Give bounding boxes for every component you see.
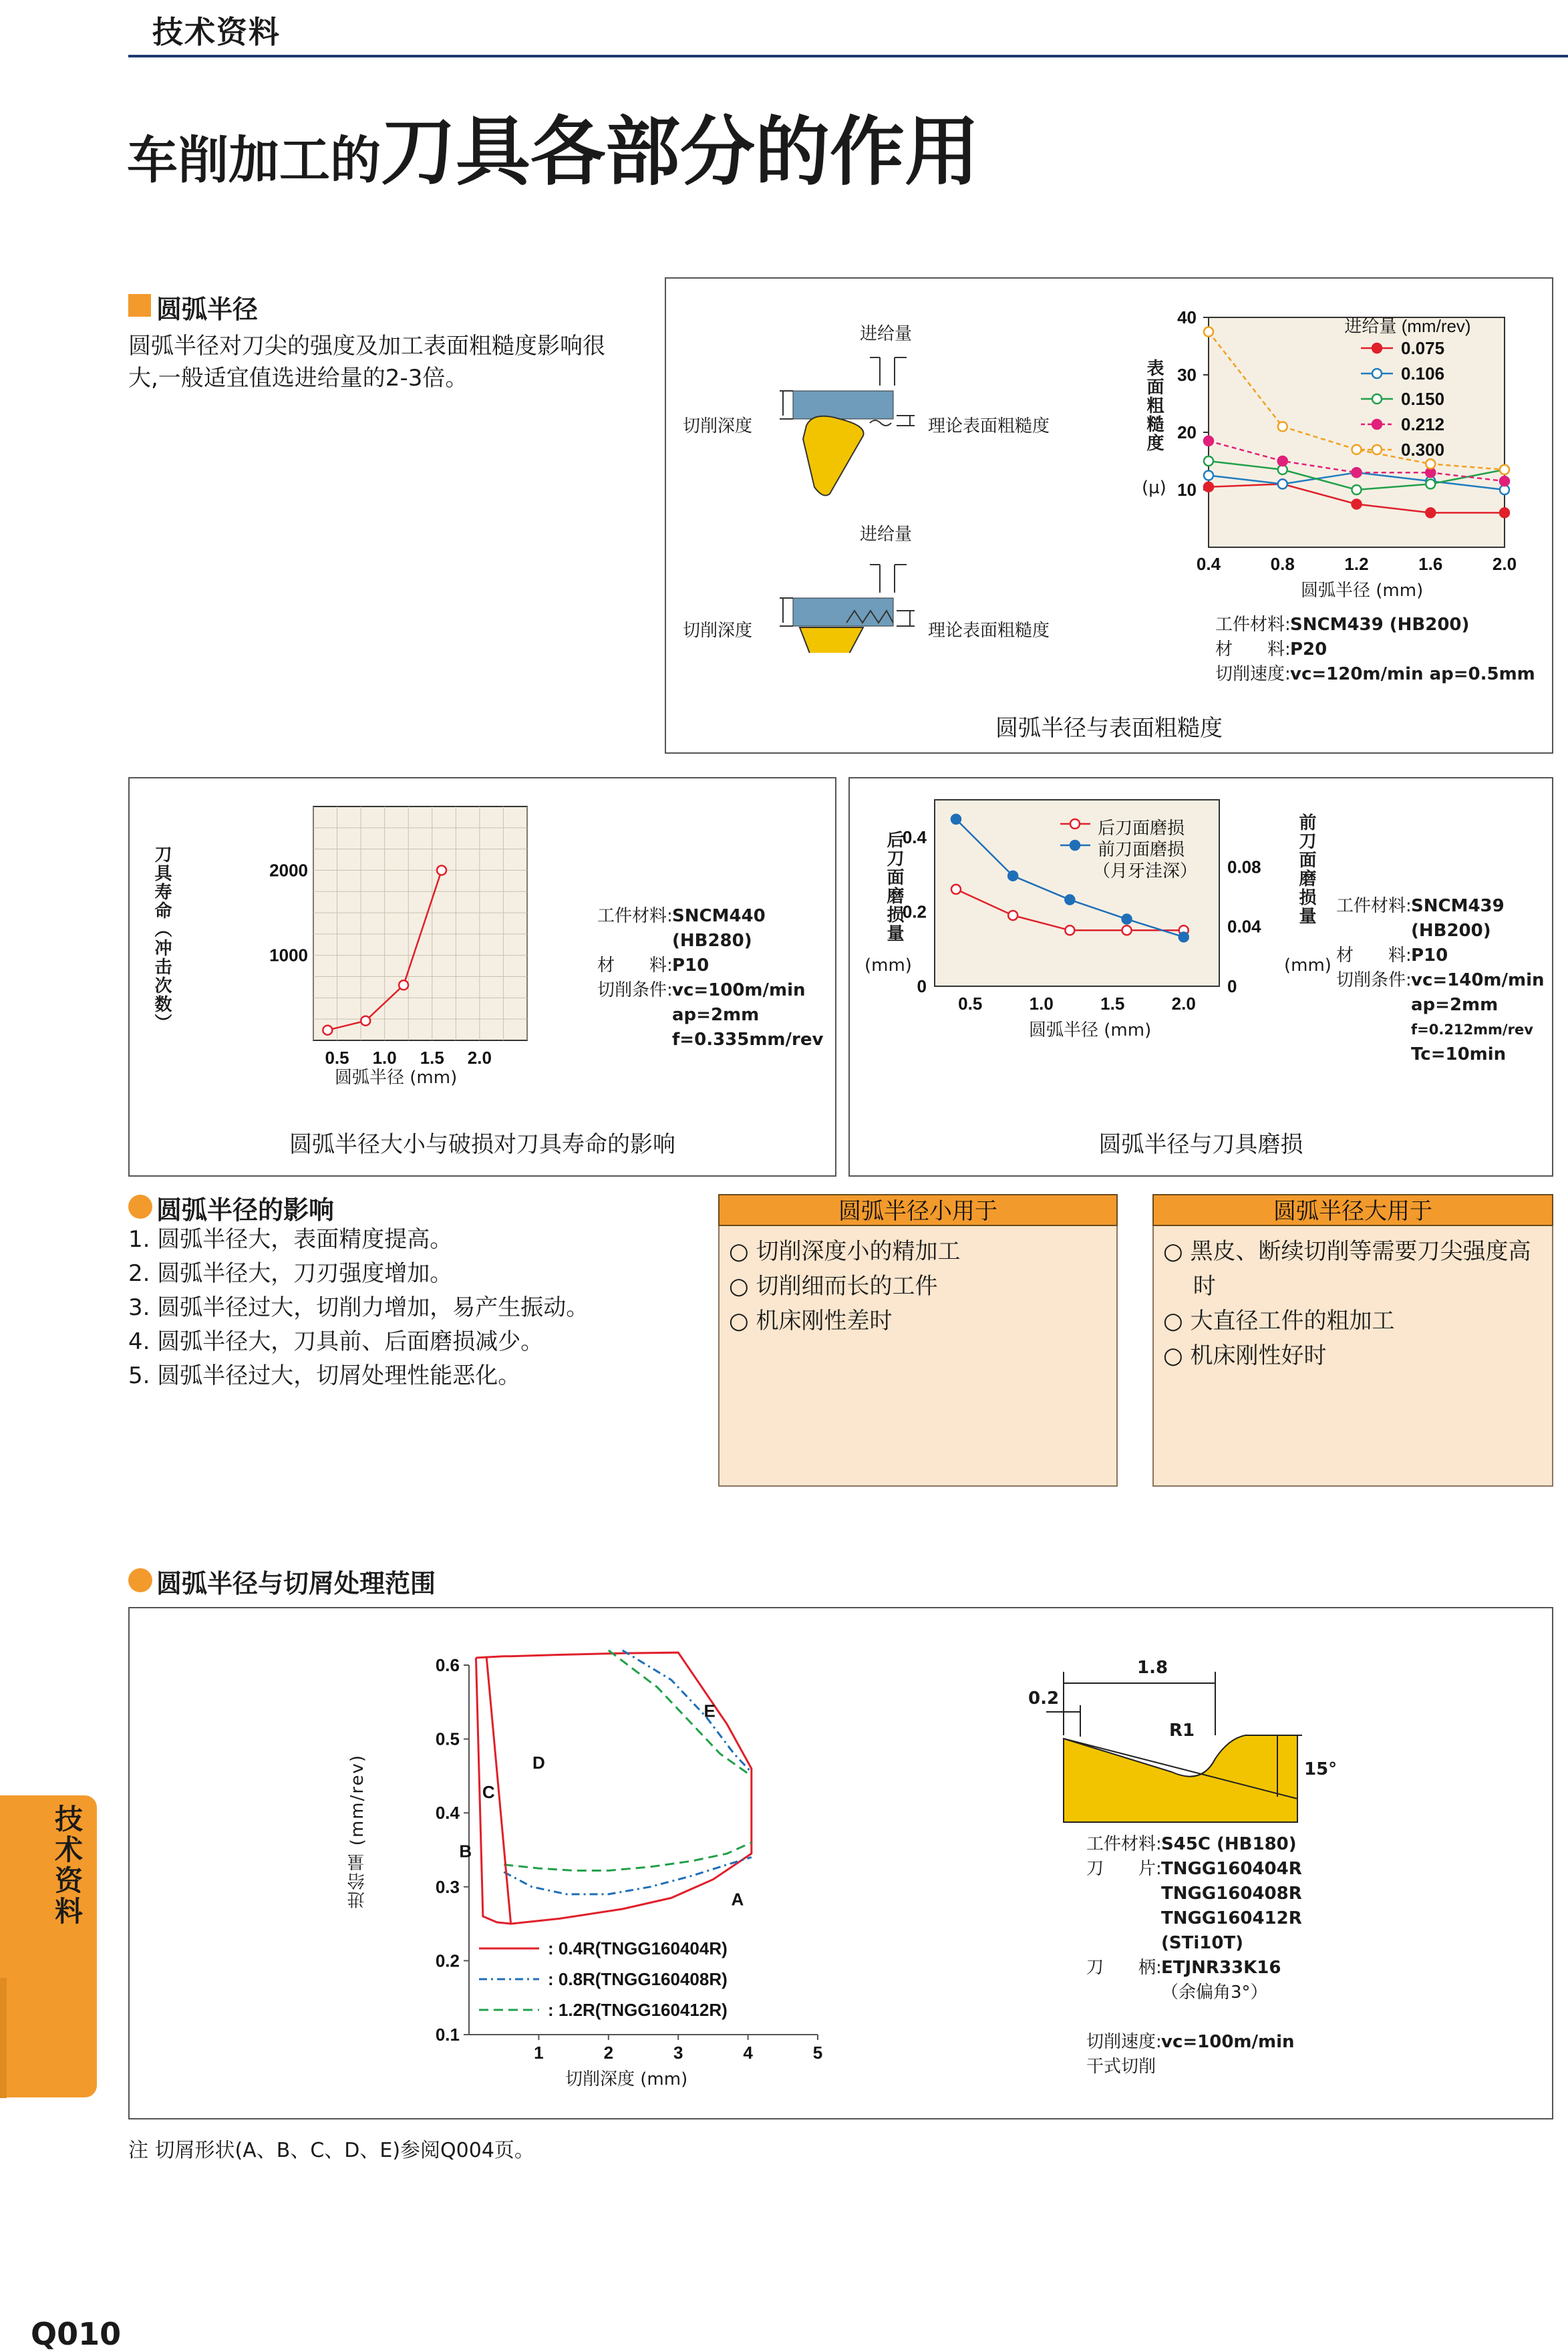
page-title-big: 刀具各部分的作用 [381, 109, 979, 196]
left-tick-label: 0.4 [902, 827, 927, 847]
data-point [399, 980, 408, 990]
wear-cond-0-value: SNCM439 [1411, 896, 1505, 916]
x-tick-label: 1.5 [1100, 994, 1125, 1014]
wear-cond-0-key: 工件材料: [1336, 896, 1412, 916]
x-tick-label: 2 [603, 2043, 614, 2063]
life-cond-3-key: 切削条件: [597, 980, 673, 1000]
legend-label: （月牙洼深） [1093, 861, 1198, 881]
legend-marker [1070, 841, 1080, 850]
rough-cond-1-key: 材 料: [1215, 639, 1291, 659]
legend-label: : 0.8R(TNGG160408R) [548, 1969, 728, 1989]
large-radius-body [1152, 1226, 1553, 1487]
region-label-A: A [731, 1889, 744, 1910]
y-tick-label: 10 [1177, 480, 1197, 500]
life-cond-5-value: f=0.335mm/rev [672, 1030, 824, 1050]
data-point [1278, 422, 1287, 431]
y-tick-label: 20 [1177, 422, 1197, 442]
legend-marker [1372, 394, 1382, 404]
dim-1-8: 1.8 [1137, 1658, 1168, 1678]
data-point [1204, 456, 1213, 466]
wear-cond-3-value: vc=140m/min [1411, 970, 1545, 990]
large-radius-item: 时 [1163, 1273, 1216, 1300]
data-point [1008, 871, 1017, 881]
data-point [1426, 479, 1435, 488]
page-title [127, 92, 979, 200]
arc-heading: 圆弧半径 [156, 295, 259, 324]
angle-15: 15° [1304, 1759, 1338, 1779]
x-tick-label: 2.0 [467, 1048, 492, 1068]
wear-panel [848, 777, 1553, 1177]
series-curve [609, 1650, 752, 1776]
life-panel [128, 777, 836, 1177]
series-curve [504, 1842, 752, 1870]
small-radius-item: ○ 机床刚性差时 [729, 1308, 893, 1334]
x-tick-label: 1.6 [1418, 554, 1443, 573]
small-radius-body [718, 1226, 1118, 1487]
footnote: 注 切屑形状(A、B、C、D、E)参阅Q004页。 [128, 2139, 534, 2162]
orange-dot-icon [128, 1568, 152, 1592]
data-point [323, 1026, 332, 1035]
x-tick-label: 3 [673, 2043, 683, 2063]
influence-item: 4. 圆弧半径大，刀具前、后面磨损减少。 [128, 1328, 544, 1355]
legend-label: : 0.4R(TNGG160404R) [548, 1938, 728, 1958]
y-tick-label: 1000 [269, 945, 308, 966]
rough-cond-0-value: SNCM439 (HB200) [1290, 615, 1470, 635]
side-tab-label: 技术资料 [51, 1804, 84, 1927]
wear-chart [890, 778, 1304, 1046]
data-point [1500, 476, 1509, 486]
legend-label: 0.075 [1401, 338, 1445, 358]
life-chart [170, 778, 571, 1072]
wear-ylabel-right: 前刀面磨损量 [1296, 813, 1316, 925]
data-point [951, 885, 961, 894]
chip-heading: 圆弧半径与切屑处理范围 [156, 1569, 436, 1598]
depth-label-1: 切削深度 [683, 416, 753, 436]
data-point [437, 865, 446, 875]
y-tick-label: 0.4 [435, 1803, 460, 1823]
radius-r1: R1 [1169, 1721, 1195, 1741]
legend-title: 进给量 (mm/rev) [1344, 316, 1471, 336]
small-radius-head: 圆弧半径小用于 [718, 1194, 1118, 1226]
wear-cond-4-value: ap=2mm [1411, 995, 1499, 1015]
influence-item: 3. 圆弧半径过大，切削力增加，易产生振动。 [128, 1294, 589, 1321]
life-ylabel: 刀具寿命（冲击次数） [152, 845, 172, 1032]
series-curve [504, 1858, 752, 1894]
roughness-chart [1147, 279, 1521, 573]
small-radius-item: ○ 切削细而长的工件 [729, 1273, 938, 1300]
legend-label: 后刀面磨损 [1098, 818, 1185, 838]
life-xlabel: 圆弧半径 (mm) [335, 1068, 458, 1088]
wear-cond-5-value: f=0.212mm/rev [1411, 1022, 1533, 1038]
chip-cond-4-value: (STi10T) [1161, 1933, 1244, 1953]
feed-label-1: 进给量 [860, 324, 913, 344]
data-point [951, 815, 961, 824]
chip-speed-value: vc=100m/min [1161, 2032, 1295, 2052]
region-label-E: E [703, 1701, 716, 1721]
wear-caption: 圆弧半径与刀具磨损 [1098, 1131, 1303, 1158]
life-cond-0-key: 工件材料: [597, 906, 673, 926]
influence-item: 1. 圆弧半径大，表面精度提高。 [128, 1226, 453, 1253]
x-tick-label: 0.5 [958, 994, 983, 1014]
large-radius-item: ○ 黑皮、断续切削等需要刀尖强度高 [1163, 1238, 1531, 1265]
x-tick-label: 1 [534, 2043, 544, 2063]
x-tick-label: 1.2 [1344, 554, 1369, 573]
x-tick-label: 0.8 [1270, 554, 1295, 573]
wear-unit-right: (mm) [1284, 956, 1331, 976]
sharp-insert-2 [800, 627, 863, 653]
small-radius-item: ○ 切削深度小的精加工 [729, 1238, 961, 1265]
y-tick-label: 0.6 [435, 1655, 460, 1675]
region-label-D: D [532, 1752, 545, 1773]
roughness-panel [665, 277, 1553, 754]
region-label-B: B [459, 1841, 472, 1862]
data-point [361, 1016, 370, 1026]
legend-marker [1372, 343, 1382, 353]
influence-item: 5. 圆弧半径过大，切屑处理性能恶化。 [128, 1362, 521, 1389]
data-point [1204, 482, 1213, 492]
roughness-caption: 圆弧半径与表面粗糙度 [995, 715, 1223, 742]
wear-xlabel: 圆弧半径 (mm) [1029, 1020, 1152, 1040]
influence-list [128, 1223, 589, 1393]
chip-cond-1-value: TNGG160404R [1161, 1859, 1302, 1879]
data-point [1204, 327, 1213, 337]
chip-cond-0-value: S45C (HB180) [1161, 1834, 1297, 1854]
life-cond-4-value: ap=2mm [672, 1005, 760, 1025]
x-tick-label: 2.0 [1171, 994, 1196, 1014]
series-curve [623, 1650, 752, 1772]
legend-label: : 1.2R(TNGG160412R) [548, 2000, 728, 2020]
chip-cond-2-value: TNGG160408R [1161, 1884, 1302, 1904]
large-radius-item: ○ 机床刚性好时 [1163, 1342, 1327, 1369]
page-number: Q010 [31, 2316, 122, 2352]
life-cond-3-value: vc=100m/min [672, 980, 806, 1000]
series-curve [476, 1652, 751, 1924]
orange-square-icon [128, 294, 151, 317]
data-point [1278, 479, 1287, 488]
x-tick-label: 4 [743, 2043, 753, 2063]
feed-label-2: 进给量 [860, 525, 913, 545]
side-tab-step [0, 1978, 7, 2098]
data-point [1179, 932, 1189, 941]
x-tick-label: 1.0 [372, 1048, 397, 1068]
orange-dot-icon [128, 1195, 152, 1219]
arc-text-1: 圆弧半径对刀尖的强度及加工表面粗糙度影响很 [128, 333, 605, 359]
workpiece-1 [793, 391, 893, 419]
data-point [1065, 925, 1074, 935]
x-tick-label: 0.5 [325, 1048, 349, 1068]
x-tick-label: 0.4 [1196, 554, 1221, 573]
chip-panel [128, 1607, 1553, 2119]
wear-unit-left: (mm) [865, 956, 912, 976]
life-cond-0-value: SNCM440 [672, 906, 766, 926]
chip-ylabel: 进给量 (mm/rev) [347, 1754, 367, 1909]
right-tick-label: 0.04 [1227, 916, 1261, 937]
legend-marker [1070, 819, 1080, 829]
wear-cond-2-key: 材 料: [1336, 945, 1412, 966]
chip-cond-5-key: 刀 柄: [1086, 1958, 1162, 1978]
right-tick-label: 0 [1227, 976, 1237, 996]
chip-chart [370, 1608, 971, 2103]
chip-cond-5-value: ETJNR33K16 [1161, 1958, 1281, 1978]
legend-marker [1372, 420, 1382, 429]
legend-label: 0.150 [1401, 389, 1445, 409]
legend-label: 0.212 [1401, 414, 1445, 434]
data-point [1122, 925, 1132, 935]
data-point [1352, 485, 1362, 494]
data-point [1008, 911, 1017, 920]
legend-label: 0.300 [1401, 440, 1445, 460]
influence-heading: 圆弧半径的影响 [156, 1195, 335, 1225]
chip-cond-3-value: TNGG160412R [1161, 1908, 1302, 1928]
y-tick-label: 0.2 [435, 1950, 460, 1971]
arc-text-2: 大,一般适宜值选进给量的2-3倍。 [128, 365, 468, 392]
life-caption: 圆弧半径大小与破损对刀具寿命的影响 [289, 1131, 675, 1158]
data-point [1204, 471, 1213, 480]
y-tick-label: 0.3 [435, 1876, 460, 1897]
region-label-C: C [482, 1782, 495, 1803]
data-point [1500, 508, 1509, 517]
x-tick-label: 1.0 [1029, 994, 1054, 1014]
rough-xlabel: 圆弧半径 (mm) [1301, 581, 1424, 601]
rough-cond-1-value: P20 [1290, 639, 1327, 659]
chip-speed-key: 切削速度: [1086, 2032, 1162, 2052]
legend-marker [1372, 445, 1382, 454]
y-tick-label: 0.5 [435, 1729, 460, 1749]
rough-cond-2-key: 切削速度: [1215, 664, 1291, 684]
legend-label: 前刀面磨损 [1098, 839, 1185, 859]
y-tick-label: 0.1 [435, 2025, 460, 2045]
data-point [1352, 468, 1362, 477]
chip-xlabel: 切削深度 (mm) [565, 2069, 688, 2089]
right-tick-label: 0.08 [1227, 857, 1261, 877]
data-point [1426, 459, 1435, 468]
wear-cond-1-value: (HB200) [1411, 921, 1491, 941]
life-cond-2-value: P10 [672, 956, 710, 976]
data-point [1122, 915, 1132, 924]
chip-cond-1-key: 刀 片: [1086, 1859, 1162, 1879]
large-radius-item: ○ 大直径工件的粗加工 [1163, 1308, 1395, 1334]
wear-cond-2-value: P10 [1411, 945, 1448, 966]
left-tick-label: 0.2 [902, 901, 927, 922]
data-point [1065, 895, 1074, 905]
data-point [1500, 465, 1509, 474]
chip-cond-6-value: （余偏角3°） [1161, 1982, 1268, 2003]
wear-cond-6-value: Tc=10min [1411, 1044, 1507, 1064]
data-point [1278, 456, 1287, 466]
legend-label: 0.106 [1401, 363, 1445, 384]
header-rule [128, 55, 1568, 57]
left-tick-label: 0 [917, 976, 927, 996]
data-point [1352, 500, 1362, 509]
roughness-label-1: 理论表面粗糙度 [928, 416, 1050, 436]
page-title-small: 车削加工的 [127, 130, 381, 190]
legend-marker [1372, 369, 1382, 378]
wear-cond-3-key: 切削条件: [1336, 970, 1412, 990]
x-tick-label: 5 [812, 2043, 823, 2063]
plot-area [313, 806, 527, 1040]
large-radius-head: 圆弧半径大用于 [1152, 1194, 1553, 1226]
life-cond-2-key: 材 料: [597, 956, 673, 976]
chip-cond-0-key: 工件材料: [1086, 1834, 1162, 1854]
data-point [1352, 445, 1362, 454]
rough-cond-2-value: vc=120m/min ap=0.5mm [1290, 664, 1535, 684]
data-point [1204, 436, 1213, 446]
y-tick-label: 2000 [269, 860, 308, 881]
x-tick-label: 2.0 [1492, 554, 1517, 573]
chip-dry: 干式切削 [1086, 2057, 1156, 2077]
rough-ylabel: 表面粗糙度 [1144, 359, 1164, 452]
life-cond-1-value: (HB280) [672, 931, 752, 951]
wear-ylabel-left: 后刀面磨损量 [884, 831, 904, 943]
roughness-label-2: 理论表面粗糙度 [928, 621, 1050, 641]
influence-item: 2. 圆弧半径大，刀刃强度增加。 [128, 1260, 453, 1287]
groove-diagram [998, 1642, 1346, 1856]
data-point [1426, 508, 1435, 517]
depth-label-2: 切削深度 [683, 621, 753, 641]
section-title: 技术资料 [152, 14, 281, 50]
y-tick-label: 40 [1177, 307, 1197, 327]
x-tick-label: 1.5 [420, 1048, 444, 1068]
rough-cond-0-key: 工件材料: [1215, 615, 1291, 635]
dim-0-2: 0.2 [1028, 1688, 1060, 1709]
y-tick-label: 30 [1177, 365, 1197, 385]
rough-yunit: (μ) [1142, 478, 1166, 498]
round-insert-1 [803, 416, 864, 496]
